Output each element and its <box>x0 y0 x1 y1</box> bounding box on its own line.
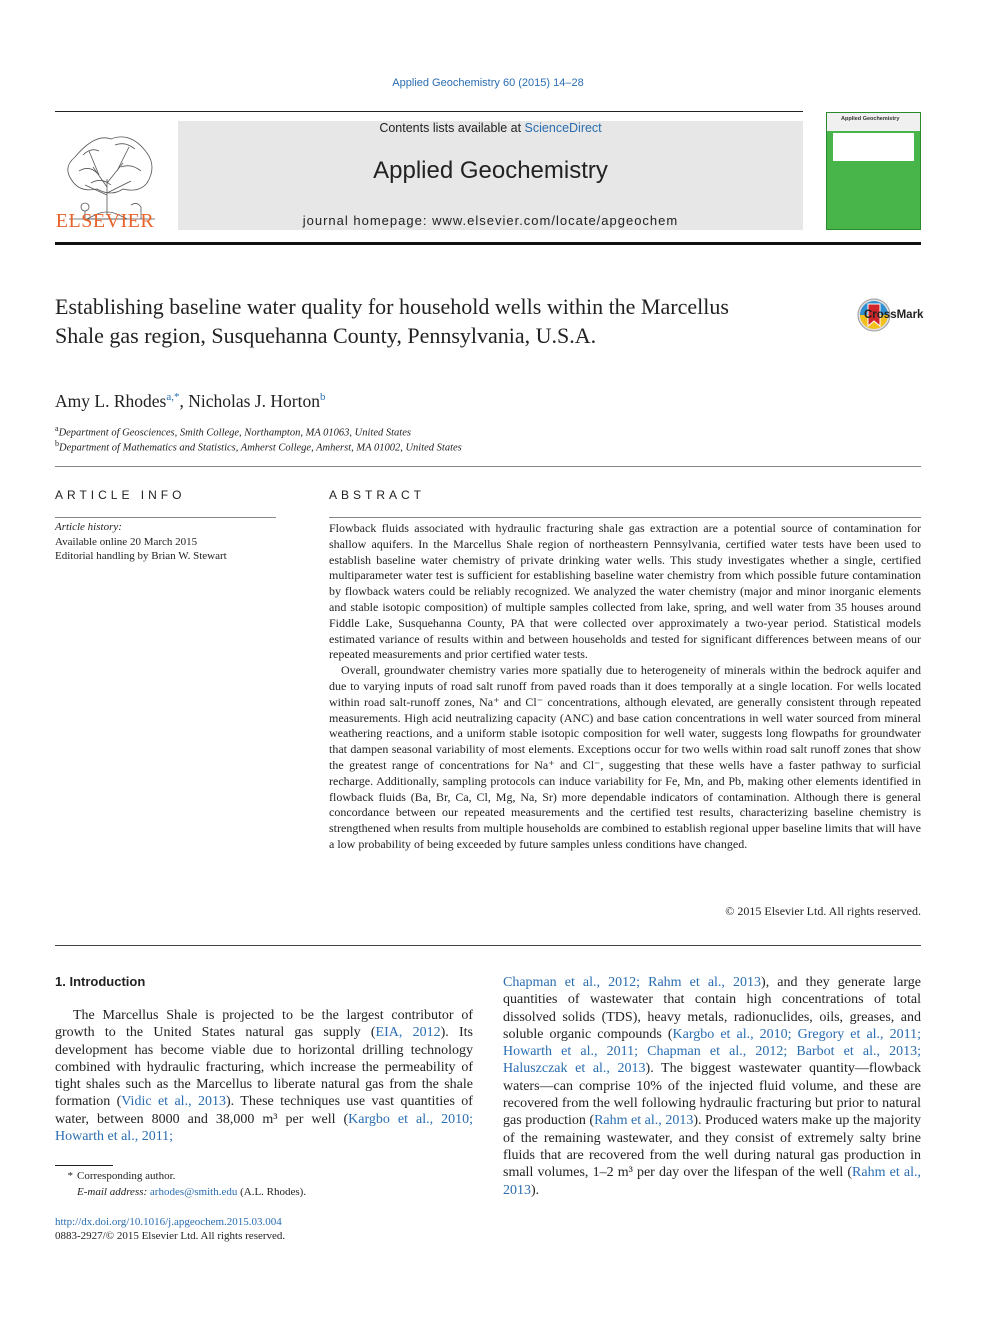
body-column-left <box>55 1007 473 1145</box>
abstract-rule <box>329 517 921 518</box>
article-info-rule <box>55 517 276 518</box>
homepage-url[interactable]: www.elsevier.com/locate/apgeochem <box>432 213 679 228</box>
abstract-paragraph: Overall, groundwater chemistry varies more spatially due to heterogeneity of minerals within the bedrock aquifer and due to varying inputs of road salt runoff from paved roads than it does temporally at a single location. For wells located within road salt-runoff zones, Na⁺ and Cl⁻ concentrations, although elevated, are generally consistent through repeated measurements. High acid neutralizing capacity (ANC) and base cation concentrations in well water sourced from mineral weathering reactions, and a uniform stable isotopic composition for well water, suggests long flowpaths for groundwater that dampen seasonal variability of most elements. Exceptions occur for two wells within road salt runoff zones that show the greatest range of concentrations for Na⁺ and Cl⁻, suggesting that these wells have a faster pathway to surficial recharge. Additionally, sampling protocols can induce variability for Fe, Mn, and Pb, making other elements identified in flowback fluids (Ba, Br, Ca, Cl, Mg, Na, Sr) more dependable indicators of contamination. Although there is general concordance between our repeated measurements and the certified test results, characterizing baseline chemistry is strengthened when results from multiple households are combined to establish regional upper baseline limits that will have a low probability of being exceeded by future samples unless conditions have changed. <box>329 663 921 851</box>
footnote-rule <box>55 1165 113 1166</box>
footnote-text: Corresponding author. <box>77 1170 176 1182</box>
corresponding-author-footnote <box>55 1170 175 1182</box>
issn-copyright: 0883-2927/© 2015 Elsevier Ltd. All rights reserved. <box>55 1230 286 1242</box>
citation-link[interactable]: Chapman et al., 2012; Rahm et al., 2013 <box>503 975 762 990</box>
journal-title: Applied Geochemistry <box>373 157 608 184</box>
affiliation-text: Department of Geosciences, Smith College, Northampton, MA 01063, United States <box>58 427 411 439</box>
doi-link[interactable]: http://dx.doi.org/10.1016/j.apgeochem.2015.03.004 <box>55 1216 282 1228</box>
email-link[interactable]: arhodes@smith.edu <box>149 1186 238 1198</box>
abstract-heading: ABSTRACT <box>329 488 426 502</box>
journal-citation[interactable]: Applied Geochemistry 60 (2015) 14–28 <box>392 77 584 89</box>
history-label: Article history: <box>55 521 122 533</box>
body-text: ). The biggest wastewater quantity—flowback waters—can comprise 10% of the injected fluid volume, and these are recovered from the well following hydraulic fracturing but prior to natural gas production ( <box>503 1061 921 1129</box>
affiliation-b <box>55 439 462 454</box>
abstract-paragraph: Flowback fluids associated with hydraulic fracturing shale gas extraction are a potential source of contamination for shallow aquifers. In the Marcellus Shale region of northeastern Pennsylvania, certified water tests have been used to establish baseline water chemistry of private drinking water wells. This study investigates whether a single, certified multiparameter water test is sufficient for establishing baseline water chemistry from which possible future contamination by flowback waters could be reliably recognized. We analyzed the water chemistry (major and minor inorganic elements and stable isotopic composition) of multiple samples collected from lake, spring, and well water from 35 houses around Fiddle Lake, Susquehanna County, PA that were collected over approximately a two-year period. Statistical models estimated variance of results within and between households and tested for significant differences between means of our repeated measurements and prior certified water tests. <box>329 521 921 662</box>
journal-homepage <box>178 213 803 228</box>
citation-link[interactable]: Kargbo et al., 2010; Howarth et al., 2011; <box>55 1111 473 1145</box>
editorial-handling: Editorial handling by Brian W. Stewart <box>55 550 227 562</box>
author-list <box>55 391 325 412</box>
body-divider <box>55 945 921 946</box>
citation-link[interactable]: Kargbo et al., 2010; Gregory et al., 2011; Howarth et al., 2011; Chapman et al., 2012; Barbot et al., 2013; Haluszczak et al., 2013 <box>503 1026 921 1077</box>
citation-link[interactable]: EIA, 2012 <box>375 1025 441 1041</box>
author-name[interactable]: Amy L. Rhodes <box>55 391 167 411</box>
author-affiliation-mark[interactable]: b <box>319 391 326 403</box>
author-name[interactable]: Nicholas J. Horton <box>188 391 320 411</box>
citation-link[interactable]: Rahm et al., 2013 <box>594 1113 694 1129</box>
body-text: ). Its development has become viable due to horizontal drilling technology combined with hydraulic fracturing, which increase the permeability of tight shales such as the Marcellus to liberate natural gas from the shale formation ( <box>55 1025 473 1110</box>
body-text: ). Produced waters make up the majority of the remaining wastewater, and they consist of extremely salty brine fluids that are recovered from the well during natural gas production in small volumes, 1–2 m³ per day over the lifespan of the well ( <box>503 1113 921 1181</box>
affiliation-mark: b <box>55 439 59 448</box>
author-affiliation-mark[interactable]: a,* <box>166 391 180 403</box>
affiliation-a <box>55 424 411 439</box>
citation-link[interactable]: Rahm et al., 2013 <box>503 1165 921 1198</box>
cover-title: Applied Geochemistry <box>841 116 900 122</box>
asterisk-icon: * <box>67 1170 73 1182</box>
copyright-notice: © 2015 Elsevier Ltd. All rights reserved. <box>725 904 921 918</box>
affiliation-text: Department of Mathematics and Statistics, Amherst College, Amherst, MA 01002, United States <box>59 442 462 454</box>
body-text: ). These techniques use vast quantities of water, between 8000 and 38,000 m³ per well ( <box>55 1094 473 1127</box>
homepage-prefix: journal homepage: <box>302 213 433 228</box>
citation-link[interactable]: Vidic et al., 2013 <box>121 1094 226 1110</box>
article-history <box>55 520 227 564</box>
introduction-heading: 1. Introduction <box>55 974 146 989</box>
header-rule-top <box>55 111 803 112</box>
sciencedirect-link[interactable]: ScienceDirect <box>524 121 602 135</box>
available-online: Available online 20 March 2015 <box>55 535 198 548</box>
body-column-right <box>503 974 921 1199</box>
body-text: ), and they generate large quantities of wastewater that contain high concentrations of total dissolved solids (TDS), heavy metals, radionuclides, oils, greases, and soluble organic compounds ( <box>503 975 921 1042</box>
body-text: ). <box>531 1182 540 1198</box>
publisher-logo-text: ELSEVIER <box>55 210 155 232</box>
crossmark-label[interactable]: CrossMark <box>864 309 924 321</box>
contents-line <box>178 121 803 135</box>
article-info-heading: ARTICLE INFO <box>55 488 186 502</box>
email-footnote <box>55 1186 306 1198</box>
journal-cover-thumbnail[interactable] <box>826 112 921 230</box>
abstract-body <box>329 521 921 853</box>
cover-white-band <box>833 133 914 161</box>
intro-paragraph-continued <box>503 974 921 1199</box>
author-separator: , <box>179 391 189 411</box>
email-suffix: (A.L. Rhodes). <box>237 1186 307 1198</box>
contents-prefix: Contents lists available at <box>379 121 525 135</box>
header-rule-bottom <box>55 242 921 245</box>
article-title: Establishing baseline water quality for household wells within the Marcellus Shale gas region, Susquehanna County, Pennsylvania, U.S.A. <box>55 294 729 348</box>
section-divider <box>55 466 921 467</box>
body-text: The Marcellus Shale is projected to be the largest contributor of growth to the United States natural gas supply ( <box>55 1008 473 1041</box>
intro-paragraph <box>55 1007 473 1145</box>
affiliation-mark: a <box>55 424 59 433</box>
email-label: E-mail address: <box>77 1186 150 1198</box>
